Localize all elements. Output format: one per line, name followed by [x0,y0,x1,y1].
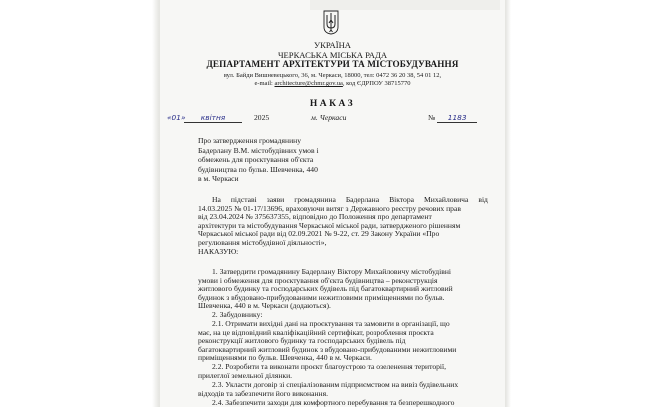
intro-paragraph [198,196,488,256]
header-address: вул. Байди Вишневецького, 36, м. Черкаси, 18000, тел: 0472 36 20 38, 54 01 12, [223,72,442,79]
date-year: 2025 [254,113,270,122]
email-label: e-mail: [254,80,275,87]
ukraine-trident-icon [322,9,340,35]
subject-line: Про затвердження громадянину [198,136,302,145]
document-subject [198,136,358,184]
subject-line: обмежень для проєктування об'єкта [198,155,314,165]
intro-line: архітектури та містобудування Черкаської міської ради, затвердженого рішенням [198,220,461,230]
date-month: квітня [184,113,242,123]
item-1: 1. Затвердити громадянину Бадерлану Віктору Михайловичу містобудівні умови і обмеження для проєктування об'єкта будівництва – реконструкція житлового будинку та господарських будівель під багатоквартирний житловий будинок з вбудовано-прибудованими нежитловими приміщеннями по бульв. Шевченка, 440 в м. Черкаси (додаються). [198,267,453,311]
header-council: ЧЕРКАСЬКА МІСЬКА РАДА [277,50,388,60]
document-page [160,0,505,407]
document-title: НАКАЗ [309,99,356,109]
document-city: м. Черкаси [311,113,347,122]
email-link[interactable]: architecture@chmr.gov.ua [274,80,343,87]
intro-line: від 23.04.2024 № 375637355, відповідно до Положення про департамент [198,212,432,222]
subject-line: будівництва по бульв. Шевченка, 440 [198,164,318,174]
intro-line: 14.03.2025 № 01-17/13696, враховуючи витяг з Державного реєстру речових прав [198,203,461,213]
page-shadow-left [152,0,160,407]
date-day: «01» [167,113,186,122]
header-country: УКРАЇНА [314,40,351,50]
subject-line: Бадерлану В.М. містобудівних умов і [198,145,319,155]
page-shadow-right [505,0,511,407]
item-2-2: 2.2. Розробити та виконати проєкт благоустрою та озеленення території, прилеглої земельної ділянки. [198,362,447,380]
item-2-3: 2.3. Укласти договір зі спеціалізованим підприємством на вивіз будівельних відходів та забезпечити його виконання. [198,380,459,398]
header-contacts [160,80,505,87]
order-word: НАКАЗУЮ: [198,246,239,256]
intro-line: Черкаської міської ради від 02.09.2021 № 9-22, ст. 29 Закону України «Про [198,229,440,239]
item-2-4: 2.4. Забезпечити заходи для комфортного перебування та безперешкодного [212,398,455,407]
intro-first-line: На підставі заяви громадянина Бадерлана Віктора Михайловича від [212,195,488,204]
document-number: 1183 [437,113,477,123]
subject-line: в м. Черкаси [198,174,239,184]
document-number-field [428,113,477,123]
item-2: 2. Забудовнику: [212,310,263,319]
item-2-1: 2.1. Отримати вихідні дані на проєктування та замовити в організації, що має, на це відповідний кваліфікаційний сертифікат, розроблення проєкта реконструкції житлового будинку та господарських будівель під багатоквартирний житловий будинок з вбудовано-прибудованими нежитловими приміщеннями по бульв. Шевченка, 440 в м. Черкаси. [198,319,457,363]
header-department: ДЕПАРТАМЕНТ АРХІТЕКТУРИ ТА МІСТОБУДУВАННЯ [206,59,459,69]
intro-line: регулювання містобудівної діяльності», [198,237,327,247]
edrpou-code: , код ЄДРПОУ 38715770 [342,80,411,87]
date-month-field [184,113,242,123]
number-sign: № [428,113,436,122]
